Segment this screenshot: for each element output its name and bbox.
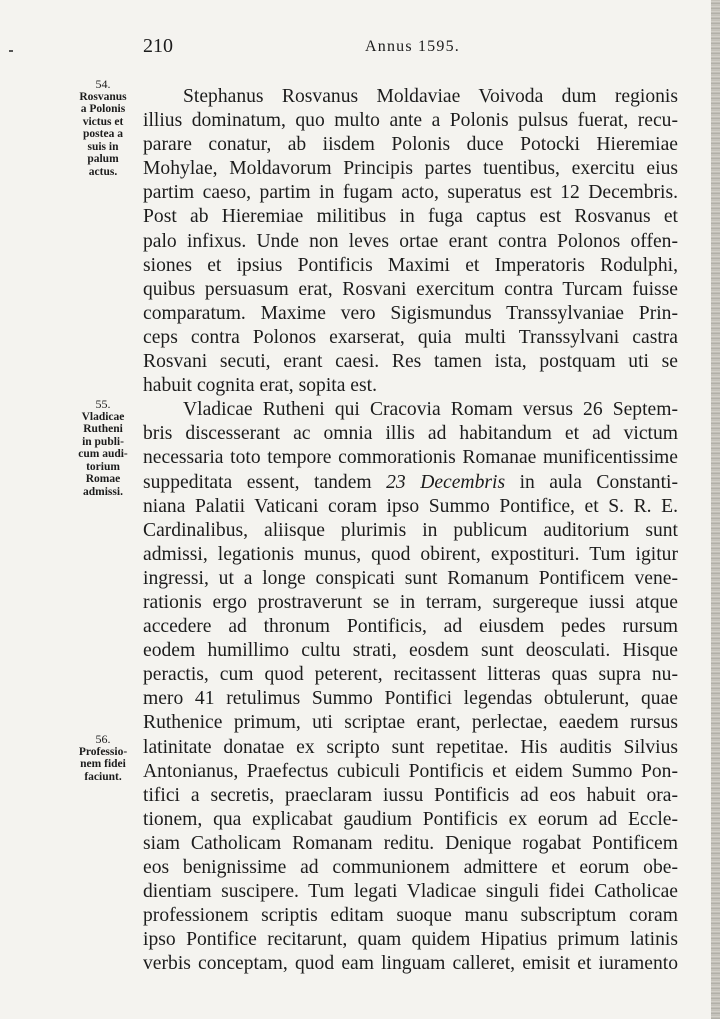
margin-note-line: cum audi- (78, 448, 128, 460)
text-line: ingressi, ut a longe conspicati sunt Romanum Pontificem vene- (143, 567, 678, 589)
margin-note-line: a Polonis (80, 103, 126, 115)
text-line: illius dominatum, quo multo ante a Polonis pulsus fuerat, recu- (143, 110, 678, 132)
text-line: partim caeso, partim in fugam acto, superatus est 12 Decembris. (143, 182, 678, 204)
margin-note-line: Professio- (78, 745, 128, 758)
text-line: necessaria toto tempore commorationis Romanae munificentissime (143, 447, 678, 469)
text-line: siam Catholicam Romanam reditu. Denique rogabat Pontificem (143, 832, 678, 854)
margin-note-line: nem fidei (80, 758, 126, 770)
margin-note-line: suis in (87, 140, 119, 153)
text-line: siones et ipsius Pontificis Maximi et Imperatoris Rodulphi, (143, 254, 678, 276)
margin-note-line: victus et (82, 115, 124, 128)
text-line: comparatum. Maxime vero Sigismundus Transsylvaniae Prin- (143, 302, 678, 324)
text-line: bris discesserant ac omnia illis ad habitandum et ad victum (143, 423, 678, 445)
text-line: rationis ergo prostraverunt se in terram, surgereque iussi atque (143, 591, 678, 613)
page-edge-shadow (711, 0, 720, 1019)
text-line: ipso Pontifice recitarunt, quam quidem Hipatius primum latinis (143, 929, 678, 951)
text-line: Antonianus, Praefectus cubiculi Pontificis et eidem Summo Pon- (143, 760, 678, 782)
text-line: latinitate donatae ex scripto sunt repetitae. His auditis Silvius (143, 736, 678, 758)
text-line: parare conatur, ab iisdem Polonis duce Potocki Hieremiae (143, 134, 678, 156)
text-line: admissi, legationis munus, quod obirent, expostituri. Tum igitur (143, 543, 678, 565)
text-line: Mohylae, Moldavorum Principis partes tuentibus, exercitu eius (143, 158, 678, 180)
text-segment: suppeditata essent, tandem (143, 471, 372, 493)
margin-note-line: palum (87, 153, 119, 165)
text-line-with-date (143, 471, 678, 495)
margin-note-line: admissi. (83, 485, 123, 498)
text-line: tifici a secretis, praeclaram iussu Pontificis ad eos habuit ora- (143, 784, 678, 806)
text-line: eodem humillimo cultu strati, eosdem sunt deosculati. Hisque (143, 640, 678, 662)
margin-note-line: Romae (85, 473, 121, 485)
date-emphasis: 23 Decembris (386, 471, 506, 493)
text-line: Post ab Hieremiae militibus in fuga captus est Rosvanus et (143, 206, 678, 228)
text-line: quibus persuasum erat, Rosvani exercitum contra Turcam fuisse (143, 278, 678, 300)
text-line: accedere ad thronum Pontificis, ad eiusdem pedes rursum (143, 616, 678, 638)
body-text (143, 85, 678, 976)
margin-note-line: in publi- (82, 435, 124, 448)
text-line: professionem scriptis editam suoque manu subscriptum coram (143, 905, 678, 927)
text-segment: in aula Constanti- (519, 471, 679, 493)
margin-note-54 (72, 78, 134, 178)
margin-note-line: actus. (88, 165, 118, 178)
margin-note-number: 54. (95, 77, 111, 91)
margin-note-line: Vladicae (81, 410, 125, 423)
margin-note-number: 56. (95, 732, 111, 746)
text-line: peractis, cum quod peterent, recitassent litteras quas supra nu- (143, 664, 678, 686)
text-line: Vladicae Rutheni qui Cracovia Romam versus 26 Septem- (183, 399, 678, 421)
text-line: Cardinalibus, aliisque plurimis in publicum auditorium sunt (143, 519, 678, 541)
margin-note-line: torium (86, 460, 120, 473)
text-line: tionem, qua explicabat gaudium Pontificis ex eorum ad Eccle- (143, 808, 678, 830)
text-line: eos benignissime ad communionem admittere et eorum obe- (143, 857, 678, 878)
text-line: Stephanus Rosvanus Moldaviae Voivoda dum regionis (183, 86, 678, 107)
page-number: 210 (143, 35, 173, 57)
text-line: Ruthenice primum, uti scriptae erant, perlectae, eaedem rursus (143, 712, 678, 734)
margin-note-56 (72, 733, 134, 783)
text-line: Rosvani secuti, erant caesi. Res tamen ista, postquam uti se (143, 351, 678, 373)
text-line: verbis conceptam, quod eam linguam calleret, emisit et iuramento (143, 953, 678, 975)
text-line: palo infixus. Unde non leves ortae erant contra Polonos offen- (143, 230, 678, 252)
text-line: mero 41 retulimus Summo Pontifici legendas obtulerunt, quae (143, 688, 678, 710)
text-line: habuit cognita erat, sopita est. (143, 375, 377, 397)
text-line: niana Palatii Vaticani coram ipso Summo Pontifice, et S. R. E. (143, 495, 678, 517)
margin-note-line: Rosvanus (79, 90, 127, 103)
running-title: Annus 1595. (365, 38, 460, 55)
text-line: ceps contra Polonos exarserat, quia multi Transsylvani castra (143, 326, 678, 348)
margin-note-line: Rutheni (83, 423, 123, 435)
margin-note-number: 55. (95, 397, 111, 411)
margin-note-55 (72, 398, 134, 498)
margin-note-line: faciunt. (84, 770, 122, 783)
text-line: dientiam suscipere. Tum legati Vladicae singuli fidei Catholicae (143, 881, 678, 903)
margin-mark (9, 50, 13, 52)
margin-note-line: postea a (83, 128, 123, 140)
